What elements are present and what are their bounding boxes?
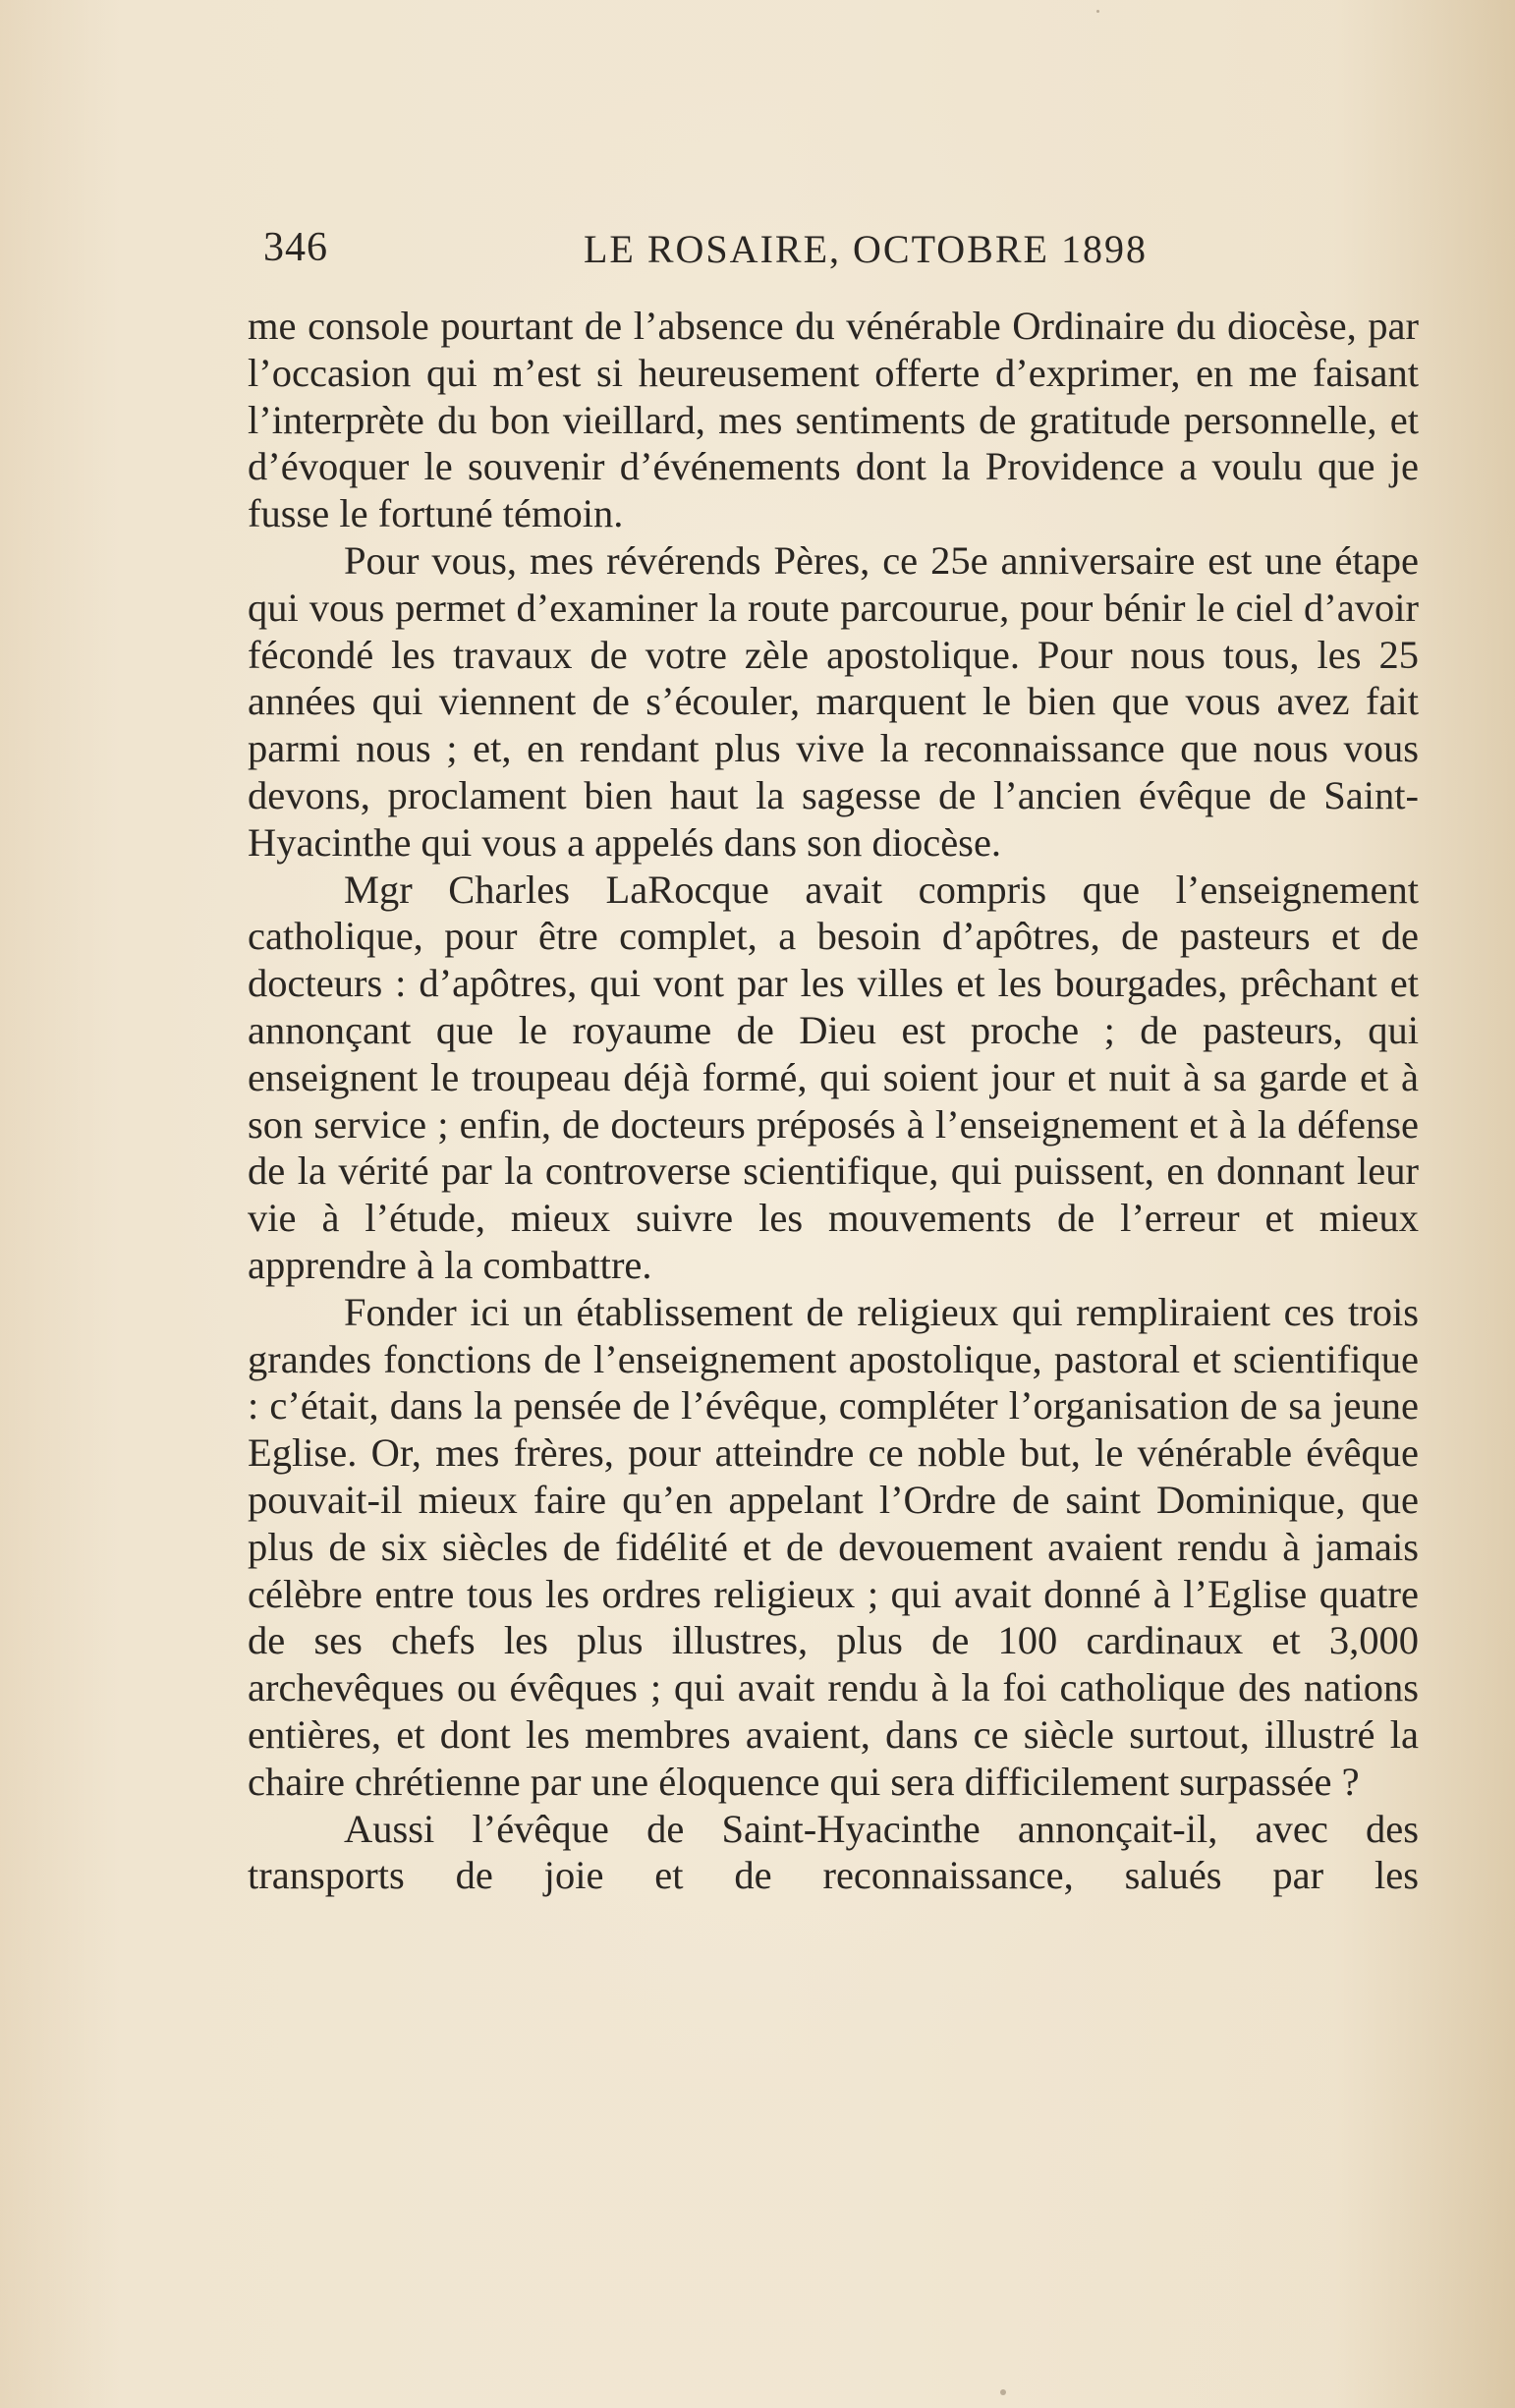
page-number: 346 bbox=[263, 225, 328, 270]
body-text bbox=[248, 303, 1419, 1899]
paragraph-3: Mgr Charles LaRocque avait compris que l’enseignement catholique, pour être complet, a besoin d’apôtres, de pasteurs et de docteurs : d’apôtres, qui vont par les villes et les bourgades, prêchant et annonçant que le royaume de Dieu est proche ; de pasteurs, qui enseignent le troupeau déjà formé, qui soient jour et nuit à sa garde et à son service ; enfin, de docteurs préposés à l’enseignement et à la défense de la vérité par la controverse scientifique, qui puissent, en donnant leur vie à l’étude, mieux suivre les mouvements de l’erreur et mieux apprendre à la combattre. bbox=[248, 867, 1419, 1287]
paper-speck bbox=[1096, 10, 1099, 13]
paragraph-2: Pour vous, mes révérends Pères, ce 25e anniversaire est une étape qui vous permet d’examiner la route parcourue, pour bénir le ciel d’avoir fécondé les travaux de votre zèle apostolique. Pour nous tous, les 25 années qui viennent de s’écouler, marquent le bien que vous avez fait parmi nous ; et, en rendant plus vive la reconnaissance que nous vous devons, proclament bien haut la sagesse de l’ancien évêque de Saint-Hyacinthe qui vous a appelés dans son diocèse. bbox=[248, 537, 1419, 865]
paragraph-1: me console pourtant de l’absence du vénérable Ordinaire du diocèse, par l’occasion qui m’est si heureusement offerte d’exprimer, en me faisant l’interprète du bon vieillard, mes sentiments de gratitude personnelle, et d’évoquer le souvenir d’événements dont la Providence a voulu que je fusse le fortuné témoin. bbox=[248, 304, 1419, 536]
paragraph-5: Aussi l’évêque de Saint-Hyacinthe annonçait-il, avec des transports de joie et de reconnaissance, salués par les bbox=[248, 1806, 1419, 1898]
paragraph-4: Fonder ici un établissement de religieux qui rempliraient ces trois grandes fonctions de l’enseignement apostolique, pastoral et scientifique : c’était, dans la pensée de l’évêque, compléter l’organisation de sa jeune Eglise. Or, mes frères, pour atteindre ce noble but, le vénérable évêque pouvait-il mieux faire qu’en appelant l’Ordre de saint Dominique, que plus de six siècles de fidélité et de devouement avaient rendu à jamais célèbre entre tous les ordres religieux ; qui avait donné à l’Eglise quatre de ses chefs les plus illustres, plus de 100 cardinaux et 3,000 archevêques ou évêques ; qui avait rendu à la foi catholique des nations entières, et dont les membres avaient, dans ce siècle surtout, illustré la chaire chrétienne par une éloquence qui sera difficilement surpassée ? bbox=[248, 1289, 1419, 1804]
paper-speck bbox=[1000, 2389, 1006, 2395]
page-header bbox=[263, 224, 1413, 283]
running-head: LE ROSAIRE, OCTOBRE 1898 bbox=[584, 227, 1148, 271]
